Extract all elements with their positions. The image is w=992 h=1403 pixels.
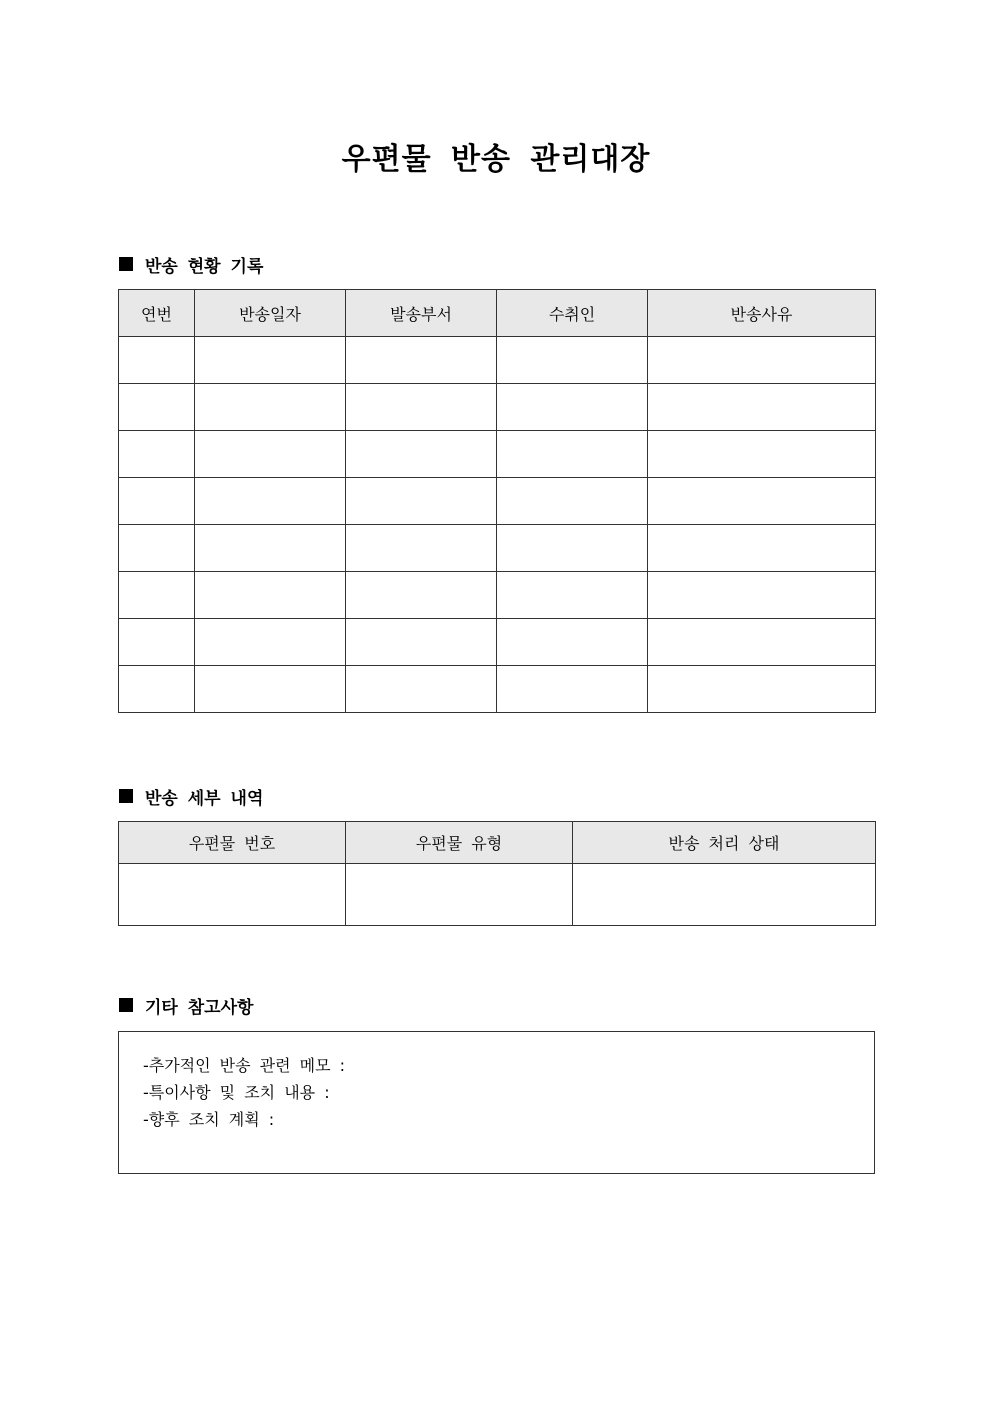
section-heading-details: [119, 783, 263, 809]
table-cell[interactable]: [119, 525, 195, 572]
table-cell[interactable]: [346, 478, 497, 525]
note-item-memo: -추가적인 반송 관련 메모 :: [143, 1056, 346, 1075]
section-heading-label: 반송 세부 내역: [145, 788, 264, 809]
table-cell[interactable]: [648, 619, 876, 666]
column-header-sending-dept: 발송부서: [346, 290, 497, 337]
section-heading-label: 반송 현황 기록: [145, 256, 264, 277]
table-header-row: [119, 290, 876, 337]
table-cell[interactable]: [195, 337, 346, 384]
table-cell[interactable]: [648, 572, 876, 619]
table-row: [119, 572, 876, 619]
column-header-processing-status: 반송 처리 상태: [573, 822, 876, 864]
table-cell[interactable]: [573, 864, 876, 926]
table-cell[interactable]: [119, 478, 195, 525]
table-cell[interactable]: [497, 384, 648, 431]
table-cell[interactable]: [346, 384, 497, 431]
table-cell[interactable]: [195, 666, 346, 713]
page-title: 우편물 반송 관리대장: [341, 142, 651, 177]
table-cell[interactable]: [195, 572, 346, 619]
table-cell[interactable]: [119, 666, 195, 713]
table-cell[interactable]: [346, 666, 497, 713]
column-header-return-date: 반송일자: [195, 290, 346, 337]
table-cell[interactable]: [648, 525, 876, 572]
table-cell[interactable]: [648, 384, 876, 431]
section-heading-status: [119, 251, 263, 277]
table-cell[interactable]: [648, 478, 876, 525]
table-row: [119, 478, 876, 525]
table-cell[interactable]: [119, 619, 195, 666]
column-header-return-reason: 반송사유: [648, 290, 876, 337]
square-bullet-icon: [119, 789, 133, 803]
table-cell[interactable]: [497, 525, 648, 572]
table-cell[interactable]: [346, 864, 573, 926]
table-cell[interactable]: [119, 431, 195, 478]
note-item-special-actions: -특이사항 및 조치 내용 :: [143, 1083, 330, 1102]
section-heading-label: 기타 참고사항: [145, 997, 254, 1018]
square-bullet-icon: [119, 998, 133, 1012]
table-cell[interactable]: [195, 619, 346, 666]
table-cell[interactable]: [497, 666, 648, 713]
table-cell[interactable]: [497, 337, 648, 384]
table-row: [119, 864, 876, 926]
table-cell[interactable]: [346, 525, 497, 572]
table-row: [119, 384, 876, 431]
column-header-serial: 연번: [119, 290, 195, 337]
return-status-table: [118, 289, 876, 713]
table-cell[interactable]: [119, 572, 195, 619]
column-header-mail-number: 우편물 번호: [119, 822, 346, 864]
notes-box[interactable]: [118, 1031, 875, 1174]
table-row: [119, 666, 876, 713]
table-cell[interactable]: [119, 864, 346, 926]
table-cell[interactable]: [346, 337, 497, 384]
table-row: [119, 525, 876, 572]
return-detail-table: [118, 821, 876, 926]
table-cell[interactable]: [497, 478, 648, 525]
section-heading-notes: [119, 992, 253, 1018]
column-header-mail-type: 우편물 유형: [346, 822, 573, 864]
table-cell[interactable]: [497, 572, 648, 619]
table-cell[interactable]: [195, 478, 346, 525]
table-cell[interactable]: [119, 337, 195, 384]
table-cell[interactable]: [648, 431, 876, 478]
table-cell[interactable]: [648, 337, 876, 384]
table-cell[interactable]: [497, 619, 648, 666]
table-row: [119, 431, 876, 478]
table-cell[interactable]: [346, 619, 497, 666]
table-cell[interactable]: [195, 384, 346, 431]
square-bullet-icon: [119, 257, 133, 271]
table-cell[interactable]: [648, 666, 876, 713]
table-cell[interactable]: [346, 572, 497, 619]
column-header-recipient: 수취인: [497, 290, 648, 337]
table-cell[interactable]: [195, 431, 346, 478]
table-row: [119, 337, 876, 384]
table-row: [119, 619, 876, 666]
note-item-future-plan: -향후 조치 계획 :: [143, 1110, 275, 1129]
table-cell[interactable]: [195, 525, 346, 572]
table-cell[interactable]: [119, 384, 195, 431]
table-cell[interactable]: [497, 431, 648, 478]
table-header-row: [119, 822, 876, 864]
notes-list: [119, 1032, 874, 1133]
table-cell[interactable]: [346, 431, 497, 478]
